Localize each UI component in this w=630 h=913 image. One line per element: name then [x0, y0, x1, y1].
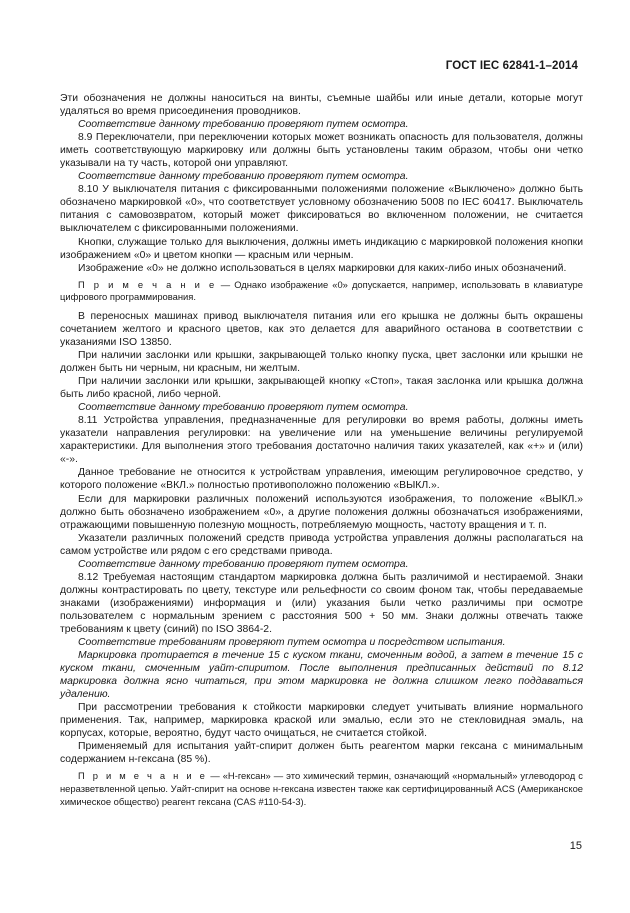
paragraph: Указатели различных положений средств привода устройства управления должны располагаться на самом устройстве или рядом с его средствами привода. — [60, 532, 583, 557]
paragraph-8-9: 8.9 Переключатели, при переключении которых может возникать опасность для пользователя, должны иметь соответствующую маркировку или должны быть установлены таким образом, чтобы они четко указывали на ту часть, которой они управляют. — [60, 132, 583, 170]
paragraph-8-10: 8.10 У выключателя питания с фиксированными положениями положение «Выключено» должно быть обозначено маркировкой «0», что соответствует условному обозначению 5008 по IEC 60417. Выключатель питания с самовозвратом, который может фиксироваться во включенном положении, не считается выключателем с фиксированными положениями. — [60, 184, 583, 235]
note — [60, 279, 583, 304]
note-text: — «Н-гексан» — это химический термин, означающий «нормальный» углеводород с неразветвленной цепью. Уайт-спирит на основе н-гексана известен также как сертифицированный ACS (Американское химическое общество) реагент гексана (CAS #110-54-3). — [60, 770, 583, 807]
compliance-check: Соответствие данному требованию проверяют путем осмотра. — [78, 558, 409, 570]
note — [60, 770, 583, 808]
paragraph: Эти обозначения не должны наноситься на винты, съемные шайбы или иные детали, которые могут удаляться во время присоединения проводников. — [60, 93, 583, 118]
paragraph: При рассмотрении требования к стойкости маркировки следует учитывать влияние нормального применения. Так, например, маркировка краской или эмалью, если это не стекловидная эмаль, на корпусах, которые, вероятно, будут часто очищаться, не считается стойкой. — [60, 702, 583, 740]
page-number: 15 — [569, 840, 582, 852]
note-label: П р и м е ч а н и е — [78, 770, 208, 782]
paragraph: Если для маркировки различных положений используются изображения, то положение «ВЫКЛ.» должно быть обозначено изображением «0», а другие положения должны обозначаться изображениями, отражающими повышенную полезную мощность, потребляемую мощность, частоту вращения и т. п. — [60, 493, 583, 531]
note-label: П р и м е ч а н и е — [78, 278, 217, 290]
paragraph: Кнопки, служащие только для выключения, должны иметь индикацию с маркировкой положения кнопки изображением «0» и цветом кнопки — красным или черным. — [60, 236, 583, 261]
paragraph-8-11: 8.11 Устройства управления, предназначенные для регулировки во время работы, должны иметь указатели направления регулировки: на увеличение или на уменьшение величины регулируемой характеристики. Для выполнения этого требования достаточно наличия таких указателей, как «+» и (или) «-». — [60, 415, 583, 466]
paragraph: Данное требование не относится к устройствам управления, имеющим регулировочное средство, у которого положение «ВКЛ.» полностью противоположно положению «ВЫКЛ.». — [60, 467, 583, 492]
note-text: — Однако изображение «0» допускается, например, использовать в клавиатуре цифрового программирования. — [60, 278, 583, 303]
compliance-check: Соответствие данному требованию проверяют путем осмотра. — [78, 119, 409, 131]
compliance-check: Соответствие данному требованию проверяют путем осмотра. — [78, 402, 409, 414]
document-code: ГОСТ IEC 62841-1–2014 — [445, 60, 578, 72]
compliance-check: Соответствие требованиям проверяют путем осмотра и посредством испытания. — [78, 637, 506, 649]
paragraph: В переносных машинах привод выключателя питания или его крышка не должны быть окрашены сочетанием желтого и красного цветов, как это делается для аварийного останова в соответствии с указаниями ISO 13850. — [60, 310, 583, 348]
paragraph: Применяемый для испытания уайт-спирит должен быть реагентом марки гексана с минимальным содержанием н-гексана (85 %). — [60, 741, 583, 766]
paragraph-8-12: 8.12 Требуемая настоящим стандартом маркировка должна быть различимой и нестираемой. Знаки должны контрастировать по цвету, текстуре или рельефности со своим фоном так, чтобы передаваемые знаками (изображениями) информация и (или) указания были четко различимы при осмотре пользователем с нормальным зрением с расстояния 500 + 50 мм. Знаки должны отвечать также требованиям к цвету (синий) по ISO 3864-2. — [60, 571, 583, 635]
page-body — [60, 92, 583, 814]
paragraph: При наличии заслонки или крышки, закрывающей кнопку «Стоп», такая заслонка или крышка должна быть либо красной, либо черной. — [60, 376, 583, 401]
test-procedure: Маркировка протирается в течение 15 с куском ткани, смоченным водой, а затем в течение 15 с куском ткани, смоченным уайт-спиритом. После выполнения предписанных действий по 8.12 маркировка должна ясно читаться, при этом маркировка не должна слишком легко поддаваться удалению. — [60, 650, 583, 701]
paragraph: Изображение «0» не должно использоваться в целях маркировки для каких-либо иных обозначений. — [78, 262, 567, 274]
paragraph: При наличии заслонки или крышки, закрывающей только кнопку пуска, цвет заслонки или крышки не должен быть ни черным, ни красным, ни желтым. — [60, 349, 583, 375]
compliance-check: Соответствие данному требованию проверяют путем осмотра. — [78, 171, 409, 183]
